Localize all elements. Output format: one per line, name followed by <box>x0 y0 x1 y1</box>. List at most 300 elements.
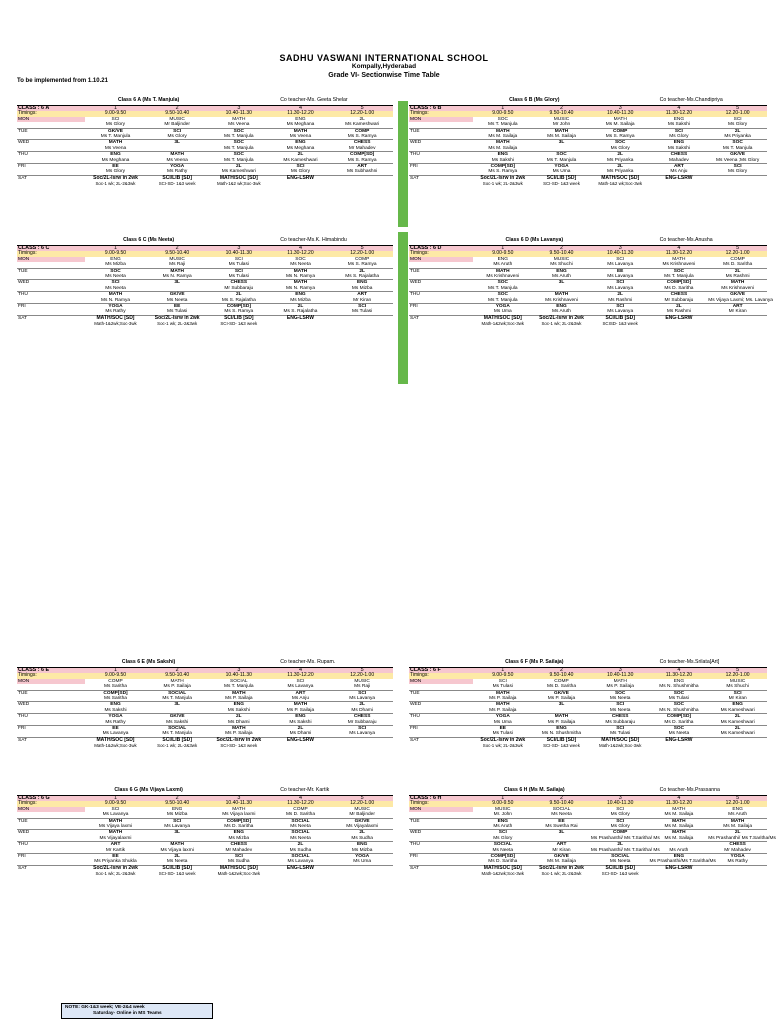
day-label: WED <box>17 280 85 286</box>
period-number: 1 <box>473 796 532 802</box>
subject-cell: 2L <box>146 854 208 860</box>
subject-cell: SOCIAL <box>591 854 650 860</box>
teacher-cell: Ms Rashmi <box>608 297 633 303</box>
period-timing: 9.00-9.50 <box>473 111 532 116</box>
class-title-row <box>409 658 767 667</box>
subject-cell: SOC <box>591 140 650 146</box>
teacher-cell: Ms P. Sailaja <box>489 696 517 702</box>
teacher-cell: Ms Uma <box>353 859 372 865</box>
subject-cell: ENG <box>650 140 709 146</box>
period-timing: 11.30-12.20 <box>270 111 332 116</box>
period-number: 4 <box>270 106 332 112</box>
saturday-note-cell <box>708 321 767 326</box>
timings-label: Timings: <box>409 251 473 256</box>
teacher-cell: Ms S. Ramya <box>347 262 377 268</box>
teacher-cell: Ms Subhashni <box>346 169 378 175</box>
teacher-cell: Mr Kiran <box>353 297 372 303</box>
teacher-cell: Ms Tulasi <box>228 274 249 280</box>
period-timing: 12.20-1.00 <box>331 111 393 116</box>
teacher-cell: Ms Mizba <box>105 262 126 268</box>
saturday-note-cell: Soc-1 wk; 2L-2&3wk <box>157 743 198 749</box>
day-label: TUE <box>17 690 85 696</box>
teacher-cell: Ms Lavanya <box>607 274 634 280</box>
subject-cell: 2L <box>208 714 270 720</box>
period-timing: 9.00-9.50 <box>85 111 147 116</box>
subject-cell: CHESS <box>591 714 650 720</box>
teacher-cell: Ms Sudha <box>351 835 373 841</box>
subject-cell: 2L <box>208 292 270 298</box>
day-label: WED <box>409 140 473 146</box>
teacher-cell: Ms Vijaya laxmi <box>160 847 194 853</box>
saturday-note-row <box>17 871 393 876</box>
period-number: 5 <box>708 106 767 112</box>
saturday-cell: ENG-LSRW <box>650 175 709 181</box>
subject-cell: SCI <box>473 830 532 836</box>
subject-cell: 2L <box>331 830 393 836</box>
saturday-note-cell: Soc-1 wk; 2L-2&3wk <box>157 321 198 327</box>
empty-label <box>17 871 85 876</box>
teacher-cell: Ms Kameshwari <box>221 169 256 175</box>
timetable-grid <box>409 667 767 749</box>
day-label: WED <box>409 280 473 286</box>
teacher-cell: Ms Neeta <box>609 859 631 865</box>
timings-label: Timings: <box>17 801 85 806</box>
period-timing: 9.00-9.50 <box>473 251 532 256</box>
saturday-note-cell <box>650 743 709 748</box>
subject-cell: SCI <box>331 726 393 732</box>
day-label: MON <box>17 679 85 684</box>
teacher-cell: Ms Lavanya <box>287 684 314 690</box>
day-label: FRI <box>17 304 85 310</box>
day-label: THU <box>17 292 85 298</box>
teacher-cell: Ms Sakshi <box>166 719 189 725</box>
class-block-0 <box>17 96 393 187</box>
saturday-note-cell: Soc-1 wk; 2L-2&3wk <box>482 743 523 749</box>
empty-label <box>409 321 473 326</box>
subject-cell: COMP[SD] <box>331 152 393 158</box>
teacher-cell: Ms Rashmi <box>666 309 691 315</box>
subject-cell: COMP[SD] <box>650 714 709 720</box>
subject-cell: 3L <box>146 830 208 836</box>
subject-cell: SOCIAL <box>146 690 208 696</box>
teacher-cell: Ms Uma <box>493 309 512 315</box>
subject-cell: EE <box>473 726 532 732</box>
class-block-5 <box>409 658 767 749</box>
subject-cell: YOGA <box>473 714 532 720</box>
class-label: CLASS : 6 G <box>17 796 85 802</box>
subject-cell: SOC <box>650 726 709 732</box>
day-label-sat: SAT <box>17 315 85 321</box>
saturday-note-cell <box>270 321 332 326</box>
subject-cell: GK/VE <box>532 690 591 696</box>
subject-cell: SOCIAL <box>270 818 332 824</box>
subject-cell: 2L <box>359 116 365 122</box>
coteacher-label: Co teacher-Ms.Anusha <box>659 237 713 243</box>
saturday-note-cell <box>270 743 332 748</box>
period-timing: 9.00-9.50 <box>85 251 147 256</box>
teacher-cell: Ms Kameshwari <box>283 157 318 163</box>
subject-cell: GK/VE <box>146 292 208 298</box>
teacher-cell: Ms Prashanthi/Ms T.Saritha/Ms <box>649 859 716 865</box>
timetable-grid <box>17 795 393 877</box>
saturday-cell: SCI/LIB [SD] <box>208 315 270 321</box>
class-title-row <box>17 658 393 667</box>
teacher-cell: Ms P. Sailaja <box>489 707 517 713</box>
teacher-cell: Ms S. Ramya <box>605 134 635 140</box>
teacher-cell: Ms Sakshi <box>491 157 514 163</box>
teacher-cell: Ms P. Sailaja <box>225 696 253 702</box>
teacher-cell: Ms Vijayalaxmi <box>99 835 132 841</box>
teacher-cell: Ms Subbaraju <box>605 719 635 725</box>
subject-cell: MATH <box>208 726 270 732</box>
period-timing: 11.30-12.20 <box>270 673 332 678</box>
saturday-cell: Soc/2L-lsrw in 2wk <box>532 865 591 871</box>
saturday-note-cell: Math-1&2wk;Soc-3wk <box>598 743 642 749</box>
teacher-cell: Ms T. Manjula <box>224 134 254 140</box>
subject-cell: SOC <box>208 152 270 158</box>
period-number: 4 <box>270 796 332 802</box>
period-timing: 9.00-9.50 <box>85 673 147 678</box>
subject-cell: COMP <box>554 678 569 684</box>
saturday-cell: SCI/LIB [SD] <box>591 865 650 871</box>
teacher-cell: Ms Lavanya <box>349 696 376 702</box>
subject-cell: SOCIAL <box>270 830 332 836</box>
saturday-note-cell <box>331 181 393 186</box>
teacher-cell: Ms M. Sailaja <box>605 122 635 128</box>
period-timing: 12.20-1.00 <box>708 673 767 678</box>
saturday-note-row <box>17 181 393 186</box>
teacher-cell: Ms Veena <box>104 145 127 151</box>
period-number: 4 <box>270 668 332 674</box>
teacher-cell: Ms Prashanthi/ Ms T.Saritha/Ms <box>708 835 776 841</box>
subject-cell: 2L <box>270 304 332 310</box>
saturday-note-cell: Soc-1 wk; 2L-2&3wk <box>541 321 582 327</box>
subject-cell: SOC <box>708 140 767 146</box>
teacher-cell: Mr. John <box>493 812 512 818</box>
teacher-cell: Ms M. Sailaja <box>664 835 694 841</box>
teacher-cell: Mr Kartik <box>105 847 126 853</box>
subject-cell: YOGA <box>532 164 591 170</box>
period-number: 2 <box>146 106 208 112</box>
empty-label <box>17 321 85 326</box>
teacher-cell: Ms D. Saritha <box>664 719 694 725</box>
subject-cell: 3L <box>532 280 591 286</box>
subject-cell: 3L <box>146 702 208 708</box>
subject-cell: ENG <box>708 702 767 708</box>
period-number: 1 <box>85 796 147 802</box>
subject-cell: ART <box>85 842 147 848</box>
period-timing: 10.40-11.30 <box>591 801 650 806</box>
period-number: 3 <box>591 796 650 802</box>
class-title-row <box>17 236 393 245</box>
teacher-cell: Ms Lavanya <box>607 309 634 315</box>
day-label: TUE <box>409 128 473 134</box>
period-number: 2 <box>532 668 591 674</box>
subject-cell: CHESS <box>208 842 270 848</box>
teacher-cell: Ms Raji <box>354 684 371 690</box>
teacher-cell: Ms Swetha Rai <box>545 824 578 830</box>
class-block-6 <box>17 786 393 877</box>
period-number: 3 <box>591 668 650 674</box>
subject-cell: EE <box>85 726 147 732</box>
saturday-note-cell: Soc-1 wk; 2L-2&3wk <box>541 871 582 877</box>
teacher-cell: Ms Neeta <box>290 262 311 268</box>
subject-cell: CHESS <box>331 140 393 146</box>
subject-cell: SCI <box>208 268 270 274</box>
subject-cell: ENG <box>270 140 332 146</box>
saturday-note-cell: SCI-SD- 1&3 week <box>158 871 196 877</box>
teacher-cell: Ms Lavanya <box>287 859 314 865</box>
saturday-note-row <box>17 321 393 326</box>
subject-cell: MATH <box>473 268 532 274</box>
subject-cell: SCI <box>498 678 507 684</box>
saturday-cell: Soc/2L-lsrw in 2wk <box>473 175 532 181</box>
teacher-cell: Ms D. Saritha <box>488 859 518 865</box>
coteacher-label: Co teacher-Ms. Rupam. <box>280 659 336 665</box>
class-label: CLASS : 6 C <box>17 246 85 252</box>
subject-cell: ENG <box>270 292 332 298</box>
saturday-note-row <box>409 181 767 186</box>
saturday-cell: Soc/2L-lsrw in 2wk <box>85 865 147 871</box>
class-title-row <box>409 786 767 795</box>
teacher-cell: Ms Sakshi <box>104 707 127 713</box>
teacher-cell: Ms Neeta <box>290 824 311 830</box>
teacher-cell: Ms N. Ramya <box>285 285 315 291</box>
subject-cell: ENG <box>497 256 508 262</box>
class-title: Class 6 H (Ms M. Sailaja) <box>504 787 565 793</box>
saturday-note-cell: SCI-SD- 1&3 week <box>601 871 639 877</box>
day-label: THU <box>409 714 473 720</box>
period-timing: 10.40-11.30 <box>208 801 270 806</box>
teacher-cell: Mahadev <box>669 157 689 163</box>
subject-cell: ENG <box>270 714 332 720</box>
period-number: 5 <box>331 106 393 112</box>
teacher-cell: Ms Prashanthi/ Ms T.Saritha/ Ms <box>590 847 660 853</box>
subject-cell: 2L <box>591 164 650 170</box>
subject-cell: ART <box>708 304 767 310</box>
class-label: CLASS : 6 D <box>409 246 473 252</box>
day-label: FRI <box>409 726 473 732</box>
teacher-cell: Ms Tulasi <box>228 262 249 268</box>
teacher-cell: Mr Mahadev <box>225 847 253 853</box>
subject-cell: SOC <box>208 140 270 146</box>
class-title: Class 6 E (Ms Sakshi) <box>121 659 176 665</box>
note-line-1: NOTE: GK-1&3 week; VE-2&4 week <box>65 1005 145 1010</box>
teacher-cell: Ms Mizba <box>166 812 188 818</box>
period-timing: 11.30-12.20 <box>270 801 332 806</box>
day-label: WED <box>17 140 85 146</box>
teacher-cell: Ms Glory <box>610 824 630 830</box>
period-number: 2 <box>146 796 208 802</box>
subject-cell: 2L <box>708 128 767 134</box>
class-block-2 <box>17 236 393 327</box>
teacher-cell: Ms Prashanthi/ Ms T.Saritha/ Ms <box>590 835 660 841</box>
subject-cell: MATH <box>270 280 332 286</box>
period-timing: 11.30-12.20 <box>270 251 332 256</box>
timetable-grid <box>409 245 773 327</box>
subject-cell: COMP[SD] <box>473 854 532 860</box>
subject-cell: MATH <box>708 818 767 824</box>
empty-label <box>17 181 85 186</box>
teacher-cell: Ms Uma <box>493 719 512 725</box>
teacher-cell: Ms P. Sailaja <box>547 719 576 725</box>
saturday-cell: SCI/LIB [SD] <box>591 315 650 321</box>
saturday-cell: ENG-LSRW <box>650 737 709 743</box>
subject-cell: SOC <box>650 690 709 696</box>
subject-cell: ENG <box>532 268 591 274</box>
teacher-cell: Ms N. Ramya <box>285 274 315 280</box>
timetable-subtitle: Grade VI- Sectionwise Time Table <box>328 72 440 79</box>
subject-cell: 2L <box>591 292 650 298</box>
subject-cell: ENG <box>85 152 147 158</box>
period-number: 5 <box>331 796 393 802</box>
period-timing: 11.30-12.20 <box>650 673 709 678</box>
teacher-cell: Ms Kameshwari <box>720 707 755 713</box>
saturday-cell: MATH/SOC [SD] <box>208 175 270 181</box>
subject-cell: ART <box>270 690 332 696</box>
saturday-cell: MATH/SOC [SD] <box>208 865 270 871</box>
subject-cell: EE <box>146 304 208 310</box>
coteacher-label: Co teacher-Mr. Kartik <box>280 787 330 793</box>
day-label: FRI <box>17 854 85 860</box>
period-number: 5 <box>708 246 767 252</box>
coteacher-label: Co teacher-Ms.Prassanna <box>659 787 720 793</box>
period-timing: 10.40-11.30 <box>208 251 270 256</box>
day-label: TUE <box>409 818 473 824</box>
day-label-sat: SAT <box>409 865 473 871</box>
teacher-cell: Ms S. Rajalatha <box>221 297 256 303</box>
subject-cell: COMP <box>108 678 123 684</box>
teacher-cell: Ms Neeta <box>166 859 188 865</box>
saturday-cell: Soc/2L-lsrw in 2wk <box>85 175 147 181</box>
teacher-cell: Ms Krishnaveni <box>545 297 578 303</box>
teacher-cell: Ms M. Sailaja <box>488 145 518 151</box>
day-label: TUE <box>409 690 473 696</box>
saturday-note-cell <box>270 181 332 186</box>
subject-cell: SCI <box>331 304 393 310</box>
subject-cell: SOC <box>85 268 147 274</box>
subject-cell: SOC <box>532 152 591 158</box>
class-title-row <box>409 236 767 245</box>
period-timing: 9.50-10.40 <box>532 801 591 806</box>
saturday-cell: MATH/SOC [SD] <box>85 315 147 321</box>
saturday-note-cell: SCI-SD- 1&3 week <box>543 743 580 749</box>
teacher-cell: Ms D. Saritha <box>285 812 315 818</box>
subject-cell: SCI <box>708 690 767 696</box>
saturday-cell: ENG-LSRW <box>270 737 332 743</box>
period-number: 4 <box>650 246 709 252</box>
teacher-cell: Ms Glory <box>493 835 513 841</box>
period-number: 5 <box>331 668 393 674</box>
subject-cell: SOC <box>497 116 508 122</box>
saturday-cell: ENG-LSRW <box>650 865 709 871</box>
saturday-cell: ENG-LSRW <box>270 315 332 321</box>
saturday-cell: ENG-LSRW <box>270 175 332 181</box>
subject-cell: EE <box>532 818 591 824</box>
day-label-sat: SAT <box>17 865 85 871</box>
subject-cell: SOC <box>473 280 532 286</box>
subject-cell: EE <box>85 164 147 170</box>
subject-cell: MUSIC <box>553 256 570 262</box>
school-name: SADHU VASWANI INTERNATIONAL SCHOOL <box>279 53 489 63</box>
subject-cell: COMP[SD] <box>208 304 270 310</box>
saturday-cell: ENG-LSRW <box>270 865 332 871</box>
subject-cell: MATH <box>232 116 246 122</box>
subject-cell: MATH <box>85 140 147 146</box>
subject-cell: ENG <box>208 830 270 836</box>
teacher-cell: Ms Rashmi <box>725 274 750 280</box>
period-number: 3 <box>591 106 650 112</box>
subject-cell: 2L <box>708 726 767 732</box>
subject-cell: SCI <box>591 818 650 824</box>
subject-cell: SCI <box>591 726 650 732</box>
saturday-cell: Soc/2L-lsrw in 2wk <box>208 737 270 743</box>
school-location: Kompally,Hyderabad <box>351 63 417 70</box>
subject-cell: MATH <box>473 128 532 134</box>
saturday-cell: MATH/SOC [SD] <box>591 737 650 743</box>
teacher-cell: Ms Lavanya <box>164 824 191 830</box>
period-timing: 10.40-11.30 <box>591 673 650 678</box>
saturday-cell: MATH/SOC [SD] <box>473 315 532 321</box>
period-timing: 10.40-11.30 <box>208 111 270 116</box>
class-title: Class 6 D (Ms Lavanya) <box>505 237 564 243</box>
day-label: FRI <box>409 164 473 170</box>
teacher-cell: Ms Kameshwari <box>720 731 755 737</box>
teacher-cell: Ms T. Manjula <box>224 684 254 690</box>
subject-cell: COMP[SD] <box>650 280 709 286</box>
teacher-cell: Ms Veena <box>166 157 188 163</box>
day-label: MON <box>409 679 473 684</box>
saturday-note-cell: SCISD- 1&3 week <box>602 321 638 327</box>
teacher-cell: Ms N. Ramya <box>100 297 131 303</box>
day-label: WED <box>17 702 85 708</box>
day-label: MON <box>409 807 473 812</box>
teacher-cell: Ms Rathy <box>727 859 748 865</box>
subject-cell: MATH <box>650 830 709 836</box>
subject-cell: MATH <box>146 152 208 158</box>
subject-cell: EE <box>85 854 147 860</box>
teacher-cell: Ms Rathy <box>167 169 188 175</box>
teacher-cell: Ms M. Sailaja <box>488 134 518 140</box>
subject-cell: SOC <box>591 690 650 696</box>
period-number: 4 <box>650 668 709 674</box>
subject-cell: CHESS <box>650 292 709 298</box>
subject-cell: 2L <box>650 304 709 310</box>
period-timing: 10.40-11.30 <box>208 673 270 678</box>
teacher-cell: Ms M. Sailaja <box>547 134 576 140</box>
day-label: FRI <box>17 164 85 170</box>
subject-cell: CHESS <box>331 714 393 720</box>
divider-bar-top <box>398 101 408 227</box>
teacher-cell: Ms Neeta <box>609 707 631 713</box>
subject-cell: MATH <box>85 830 147 836</box>
teacher-cell: Ms S. Ramya <box>347 134 377 140</box>
period-timing: 9.50-10.40 <box>532 673 591 678</box>
subject-cell: YOGA <box>85 714 147 720</box>
day-label: WED <box>409 702 473 708</box>
saturday-note-cell: Math-1&2wk;Soc-3wk <box>94 321 137 327</box>
subject-cell: MUSIC <box>354 678 370 684</box>
subject-cell: COMP <box>591 128 650 134</box>
teacher-cell: Ms Tulasi <box>352 309 373 315</box>
teacher-cell: Ms D. Saritha <box>546 684 577 690</box>
subject-cell: 2L <box>270 152 332 158</box>
class-block-4 <box>17 658 393 749</box>
teacher-cell: Ms Vijaya laxmi <box>98 824 133 830</box>
subject-cell: SCI <box>111 806 120 812</box>
saturday-note-cell <box>650 871 709 876</box>
teacher-cell: Ms Anju <box>291 696 309 702</box>
